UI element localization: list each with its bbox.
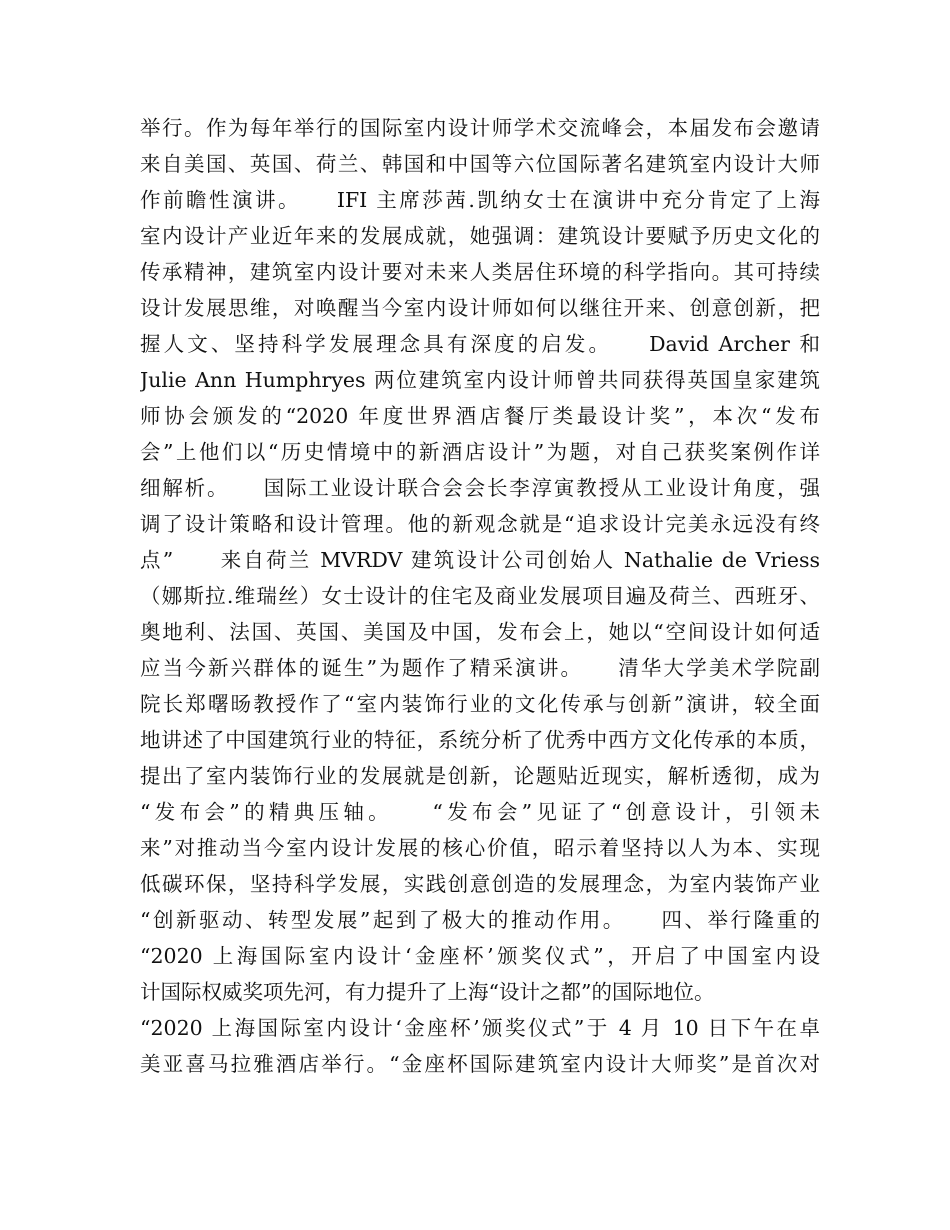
body-text (140, 110, 820, 1082)
text-line: 细解析。 国际工业设计联合会会长李淳寅教授从工业设计角度，强 (140, 476, 820, 500)
text-line: 地讲述了中国建筑行业的特征，系统分析了优秀中西方文化传承的本质， (140, 728, 820, 752)
text-line: 会”上他们以“历史情境中的新酒店设计”为题，对自己获奖案例作详 (140, 440, 820, 464)
text-line: 低碳环保，坚持科学发展，实践创意创造的发展理念，为室内装饰产业 (140, 872, 820, 896)
text-line: 师协会颁发的“2020 年度世界酒店餐厅类最设计奖”，本次“发布 (140, 404, 820, 428)
text-line: 院长郑曙旸教授作了“室内装饰行业的文化传承与创新”演讲，较全面 (140, 692, 820, 716)
text-line: 传承精神，建筑室内设计要对未来人类居住环境的科学指向。其可持续 (140, 260, 820, 284)
text-line: 设计发展思维，对唤醒当今室内设计师如何以继往开来、创意创新，把 (140, 296, 820, 320)
text-line: 点” 来自荷兰 MVRDV 建筑设计公司创始人 Nathalie de Vriess (140, 548, 820, 572)
text-line: Julie Ann Humphryes 两位建筑室内设计师曾共同获得英国皇家建筑 (140, 368, 820, 392)
text-line: 举行。作为每年举行的国际室内设计师学术交流峰会，本届发布会邀请 (140, 116, 820, 140)
text-line: 提出了室内装饰行业的发展就是创新，论题贴近现实，解析透彻，成为 (140, 764, 820, 788)
text-line: 美亚喜马拉雅酒店举行。“金座杯国际建筑室内设计大师奖”是首次对 (140, 1052, 820, 1076)
text-line: 调了设计策略和设计管理。他的新观念就是“追求设计完美永远没有终 (140, 512, 820, 536)
text-line: “2020 上海国际室内设计‘金座杯’颁奖仪式”，开启了中国室内设 (140, 944, 820, 968)
text-line: 应当今新兴群体的诞生”为题作了精采演讲。 清华大学美术学院副 (140, 656, 820, 680)
text-line: 握人文、坚持科学发展理念具有深度的启发。 David Archer 和 (140, 332, 820, 356)
text-line: 作前瞻性演讲。 IFI 主席莎茜.凯纳女士在演讲中充分肯定了上海 (140, 188, 820, 212)
text-line: “创新驱动、转型发展”起到了极大的推动作用。 四、举行隆重的 (140, 908, 820, 932)
text-line: 计国际权威奖项先河，有力提升了上海“设计之都”的国际地位。 (140, 980, 715, 1004)
text-line: （娜斯拉.维瑞丝）女士设计的住宅及商业发展项目遍及荷兰、西班牙、 (140, 584, 820, 608)
text-line: “发布会”的精典压轴。 “发布会”见证了“创意设计，引领未 (140, 800, 820, 824)
text-line: 来自美国、英国、荷兰、韩国和中国等六位国际著名建筑室内设计大师 (140, 152, 820, 176)
text-line: 室内设计产业近年来的发展成就，她强调：建筑设计要赋予历史文化的 (140, 224, 820, 248)
text-line: 奥地利、法国、英国、美国及中国，发布会上，她以“空间设计如何适 (140, 620, 820, 644)
text-line: “2020 上海国际室内设计‘金座杯’颁奖仪式”于 4 月 10 日下午在卓 (140, 1016, 820, 1040)
text-line: 来”对推动当今室内设计发展的核心价值，昭示着坚持以人为本、实现 (140, 836, 820, 860)
